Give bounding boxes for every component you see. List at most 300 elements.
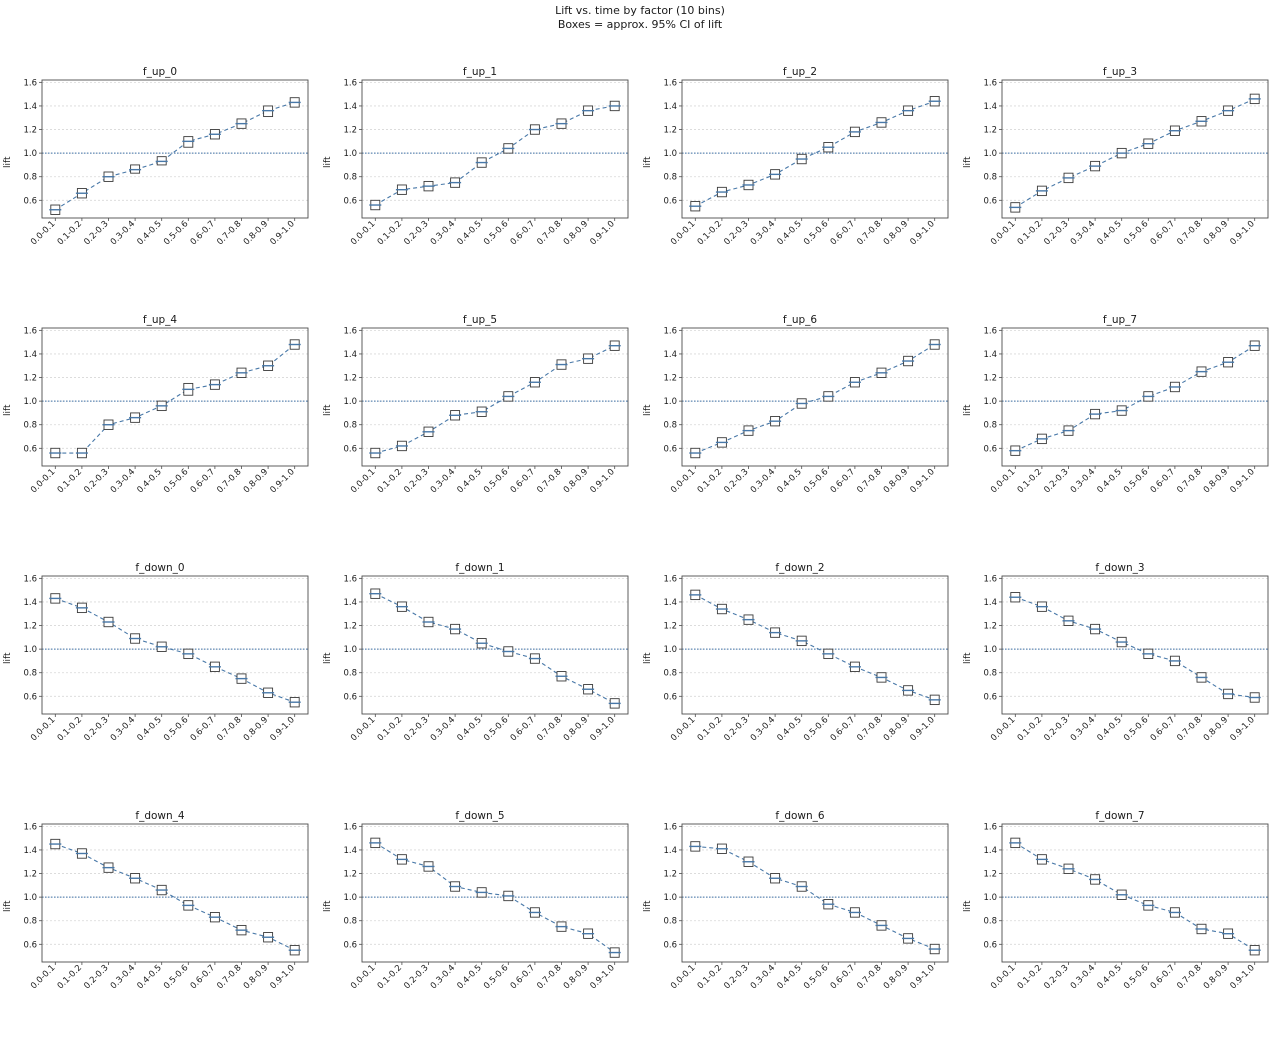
axes-frame	[682, 80, 948, 218]
y-tick-label: 1.4	[23, 349, 37, 360]
x-tick-label: 0.5-0.6	[802, 963, 831, 992]
x-tick-label: 0.5-0.6	[482, 715, 511, 744]
y-axis-label: lift	[963, 652, 973, 664]
y-tick-label: 0.8	[663, 668, 677, 679]
y-tick-label: 1.6	[663, 326, 677, 337]
y-tick-label: 1.2	[343, 373, 357, 384]
subplot-title: f_up_7	[1102, 314, 1138, 326]
x-tick-label: 0.0-0.1	[989, 467, 1018, 496]
y-tick-label: 1.2	[23, 621, 37, 632]
x-tick-label: 0.1-0.2	[695, 219, 725, 248]
y-tick-label: 1.2	[983, 869, 997, 880]
x-tick-label: 0.2-0.3	[1042, 467, 1071, 496]
y-tick-label: 0.8	[343, 420, 357, 431]
subplot-title: f_up_4	[142, 314, 178, 326]
y-axis-label: lift	[963, 404, 973, 416]
subplot-title: f_down_2	[775, 562, 825, 574]
y-tick-label: 1.6	[983, 574, 997, 585]
x-tick-label: 0.8-0.9	[561, 467, 591, 496]
x-tick-label: 0.2-0.3	[722, 715, 751, 744]
x-tick-label: 0.1-0.2	[1015, 219, 1045, 248]
axes-frame	[1002, 824, 1268, 962]
y-axis-label: lift	[3, 900, 13, 912]
x-tick-label: 0.7-0.8	[215, 219, 244, 248]
y-tick-label: 1.2	[23, 869, 37, 880]
y-tick-label: 0.8	[343, 916, 357, 927]
x-tick-label: 0.3-0.4	[108, 715, 138, 744]
y-tick-label: 0.6	[343, 444, 357, 455]
y-tick-label: 0.6	[983, 444, 997, 455]
plot-area	[320, 306, 640, 554]
y-tick-label: 1.2	[663, 621, 677, 632]
y-tick-label: 1.2	[983, 125, 997, 136]
subplot-grid	[0, 58, 1280, 1052]
x-tick-label: 0.2-0.3	[1042, 963, 1071, 992]
plot-area	[960, 554, 1280, 802]
subplot-f_down_1	[320, 554, 640, 802]
y-tick-label: 0.6	[663, 692, 677, 703]
y-tick-label: 1.0	[663, 893, 677, 904]
x-tick-label: 0.7-0.8	[1175, 963, 1204, 992]
x-tick-label: 0.4-0.5	[135, 467, 164, 496]
plot-area	[0, 554, 320, 802]
y-tick-label: 0.6	[23, 444, 37, 455]
subplot-f_up_6	[640, 306, 960, 554]
x-tick-label: 0.3-0.4	[1068, 963, 1098, 992]
subplot-title: f_down_5	[455, 810, 505, 822]
y-tick-label: 1.0	[23, 149, 37, 160]
y-tick-label: 1.4	[23, 597, 37, 608]
x-tick-label: 0.0-0.1	[989, 219, 1018, 248]
x-tick-label: 0.0-0.1	[669, 963, 698, 992]
x-tick-label: 0.3-0.4	[428, 715, 458, 744]
y-tick-label: 0.6	[663, 196, 677, 207]
y-tick-label: 1.4	[343, 349, 357, 360]
subplot-title: f_down_7	[1095, 810, 1145, 822]
x-tick-label: 0.4-0.5	[775, 715, 804, 744]
figure-suptitle	[0, 4, 1280, 32]
x-tick-label: 0.9-1.0	[588, 219, 617, 248]
x-tick-label: 0.8-0.9	[881, 467, 911, 496]
x-tick-label: 0.1-0.2	[375, 715, 405, 744]
x-tick-label: 0.3-0.4	[108, 219, 138, 248]
x-tick-label: 0.8-0.9	[1201, 963, 1231, 992]
x-tick-label: 0.9-1.0	[268, 219, 297, 248]
x-tick-label: 0.9-1.0	[268, 467, 297, 496]
y-tick-label: 1.4	[663, 349, 677, 360]
y-tick-label: 1.0	[663, 149, 677, 160]
x-tick-label: 0.5-0.6	[802, 467, 831, 496]
x-tick-label: 0.0-0.1	[349, 219, 378, 248]
subplot-f_down_3	[960, 554, 1280, 802]
y-tick-label: 1.6	[663, 78, 677, 89]
x-tick-label: 0.4-0.5	[135, 219, 164, 248]
y-tick-label: 1.4	[663, 597, 677, 608]
x-tick-label: 0.1-0.2	[375, 467, 405, 496]
x-tick-label: 0.7-0.8	[1175, 467, 1204, 496]
subplot-f_down_7	[960, 802, 1280, 1050]
x-tick-label: 0.8-0.9	[561, 715, 591, 744]
y-tick-label: 0.6	[983, 940, 997, 951]
lift-trend-line	[375, 346, 614, 453]
x-tick-label: 0.6-0.7	[1148, 219, 1178, 248]
subplot-f_up_3	[960, 58, 1280, 306]
y-tick-label: 0.8	[343, 172, 357, 183]
y-tick-label: 1.2	[23, 125, 37, 136]
x-tick-label: 0.0-0.1	[349, 467, 378, 496]
y-tick-label: 0.8	[23, 668, 37, 679]
y-axis-label: lift	[963, 900, 973, 912]
plot-area	[0, 306, 320, 554]
y-tick-label: 1.4	[983, 845, 997, 856]
y-tick-label: 0.6	[343, 940, 357, 951]
subplot-title: f_up_2	[782, 66, 818, 78]
x-tick-label: 0.7-0.8	[855, 219, 884, 248]
x-tick-label: 0.7-0.8	[535, 715, 564, 744]
x-tick-label: 0.3-0.4	[1068, 219, 1098, 248]
y-axis-label: lift	[963, 156, 973, 168]
y-tick-label: 1.6	[23, 78, 37, 89]
x-tick-label: 0.5-0.6	[1122, 715, 1151, 744]
x-tick-label: 0.5-0.6	[162, 467, 191, 496]
subplot-title: f_down_1	[455, 562, 505, 574]
plot-area	[640, 58, 960, 306]
x-tick-label: 0.8-0.9	[241, 467, 271, 496]
plot-area	[640, 802, 960, 1050]
x-tick-label: 0.1-0.2	[1015, 963, 1045, 992]
x-tick-label: 0.0-0.1	[349, 963, 378, 992]
y-tick-label: 1.2	[343, 621, 357, 632]
x-tick-label: 0.4-0.5	[1095, 219, 1124, 248]
y-tick-label: 1.0	[983, 149, 997, 160]
x-tick-label: 0.6-0.7	[188, 963, 218, 992]
subplot-f_up_4	[0, 306, 320, 554]
y-tick-label: 1.4	[983, 349, 997, 360]
lift-trend-line	[375, 594, 614, 704]
x-tick-label: 0.9-1.0	[908, 219, 937, 248]
y-axis-label: lift	[643, 404, 653, 416]
x-tick-label: 0.6-0.7	[508, 715, 538, 744]
x-tick-label: 0.1-0.2	[375, 963, 405, 992]
x-tick-label: 0.7-0.8	[535, 963, 564, 992]
y-tick-label: 1.2	[663, 869, 677, 880]
y-axis-label: lift	[3, 156, 13, 168]
x-tick-label: 0.4-0.5	[1095, 715, 1124, 744]
x-tick-label: 0.6-0.7	[828, 963, 858, 992]
x-tick-label: 0.6-0.7	[828, 219, 858, 248]
axes-frame	[362, 824, 628, 962]
x-tick-label: 0.8-0.9	[241, 219, 271, 248]
subplot-f_down_5	[320, 802, 640, 1050]
x-tick-label: 0.9-1.0	[588, 467, 617, 496]
plot-area	[640, 554, 960, 802]
x-tick-label: 0.6-0.7	[828, 467, 858, 496]
subplot-f_up_2	[640, 58, 960, 306]
subplot-title: f_down_3	[1095, 562, 1145, 574]
x-tick-label: 0.2-0.3	[82, 715, 111, 744]
y-tick-label: 1.4	[663, 101, 677, 112]
y-tick-label: 1.6	[983, 326, 997, 337]
subplot-f_up_0	[0, 58, 320, 306]
y-tick-label: 1.2	[663, 373, 677, 384]
lift-trend-line	[375, 106, 614, 205]
y-tick-label: 0.6	[23, 692, 37, 703]
plot-area	[960, 802, 1280, 1050]
plot-area	[0, 802, 320, 1050]
x-tick-label: 0.2-0.3	[402, 467, 431, 496]
x-tick-label: 0.1-0.2	[695, 715, 725, 744]
lift-trend-line	[55, 598, 294, 702]
y-tick-label: 1.0	[983, 397, 997, 408]
y-tick-label: 1.0	[343, 149, 357, 160]
x-tick-label: 0.5-0.6	[802, 715, 831, 744]
y-tick-label: 1.6	[23, 326, 37, 337]
subplot-title: f_up_3	[1102, 66, 1138, 78]
lift-trend-line	[55, 102, 294, 209]
y-tick-label: 1.0	[343, 397, 357, 408]
x-tick-label: 0.9-1.0	[268, 963, 297, 992]
x-tick-label: 0.2-0.3	[402, 963, 431, 992]
x-tick-label: 0.2-0.3	[722, 219, 751, 248]
x-tick-label: 0.0-0.1	[989, 715, 1018, 744]
plot-area	[0, 58, 320, 306]
y-tick-label: 1.0	[23, 645, 37, 656]
x-tick-label: 0.6-0.7	[1148, 715, 1178, 744]
y-tick-label: 1.6	[663, 574, 677, 585]
subplot-f_up_5	[320, 306, 640, 554]
x-tick-label: 0.0-0.1	[989, 963, 1018, 992]
y-tick-label: 1.6	[343, 822, 357, 833]
y-tick-label: 0.6	[23, 196, 37, 207]
y-tick-label: 1.6	[663, 822, 677, 833]
x-tick-label: 0.8-0.9	[561, 963, 591, 992]
y-tick-label: 1.0	[663, 397, 677, 408]
plot-area	[960, 58, 1280, 306]
x-tick-label: 0.1-0.2	[55, 219, 85, 248]
y-axis-label: lift	[3, 404, 13, 416]
x-tick-label: 0.8-0.9	[881, 963, 911, 992]
y-tick-label: 0.6	[343, 196, 357, 207]
x-tick-label: 0.3-0.4	[428, 467, 458, 496]
x-tick-label: 0.2-0.3	[402, 219, 431, 248]
x-tick-label: 0.5-0.6	[482, 467, 511, 496]
y-tick-label: 1.4	[983, 101, 997, 112]
subplot-f_up_7	[960, 306, 1280, 554]
axes-frame	[362, 80, 628, 218]
y-tick-label: 1.0	[23, 893, 37, 904]
x-tick-label: 0.7-0.8	[1175, 219, 1204, 248]
y-tick-label: 0.8	[983, 916, 997, 927]
y-tick-label: 0.8	[983, 668, 997, 679]
x-tick-label: 0.7-0.8	[535, 467, 564, 496]
y-axis-label: lift	[643, 156, 653, 168]
plot-area	[640, 306, 960, 554]
y-tick-label: 1.2	[983, 621, 997, 632]
y-tick-label: 1.0	[343, 893, 357, 904]
y-tick-label: 1.2	[343, 869, 357, 880]
subplot-title: f_up_0	[142, 66, 178, 78]
y-tick-label: 0.8	[23, 916, 37, 927]
x-tick-label: 0.1-0.2	[1015, 715, 1045, 744]
y-axis-label: lift	[643, 900, 653, 912]
lift-trend-line	[695, 846, 934, 949]
x-tick-label: 0.4-0.5	[775, 963, 804, 992]
y-tick-label: 1.6	[343, 574, 357, 585]
x-tick-label: 0.0-0.1	[669, 467, 698, 496]
x-tick-label: 0.7-0.8	[1175, 715, 1204, 744]
lift-trend-line	[55, 345, 294, 454]
x-tick-label: 0.1-0.2	[375, 219, 405, 248]
suptitle-line-1: Lift vs. time by factor (10 bins)	[555, 4, 725, 17]
lift-trend-line	[695, 101, 934, 206]
y-tick-label: 1.2	[23, 373, 37, 384]
x-tick-label: 0.1-0.2	[1015, 467, 1045, 496]
x-tick-label: 0.5-0.6	[1122, 467, 1151, 496]
x-tick-label: 0.2-0.3	[1042, 715, 1071, 744]
x-tick-label: 0.9-1.0	[908, 715, 937, 744]
x-tick-label: 0.0-0.1	[349, 715, 378, 744]
y-tick-label: 1.2	[343, 125, 357, 136]
x-tick-label: 0.8-0.9	[561, 219, 591, 248]
x-tick-label: 0.8-0.9	[881, 715, 911, 744]
y-tick-label: 1.2	[983, 373, 997, 384]
y-axis-label: lift	[323, 652, 333, 664]
y-tick-label: 1.4	[23, 845, 37, 856]
x-tick-label: 0.7-0.8	[215, 715, 244, 744]
y-tick-label: 1.6	[983, 78, 997, 89]
lift-trend-line	[695, 345, 934, 454]
y-tick-label: 1.6	[23, 574, 37, 585]
x-tick-label: 0.3-0.4	[1068, 467, 1098, 496]
y-axis-label: lift	[323, 404, 333, 416]
y-tick-label: 1.4	[343, 597, 357, 608]
x-tick-label: 0.6-0.7	[1148, 467, 1178, 496]
x-tick-label: 0.6-0.7	[828, 715, 858, 744]
y-tick-label: 0.8	[343, 668, 357, 679]
x-tick-label: 0.6-0.7	[508, 219, 538, 248]
y-tick-label: 0.8	[23, 420, 37, 431]
y-tick-label: 1.4	[23, 101, 37, 112]
suptitle-line-2: Boxes = approx. 95% CI of lift	[557, 18, 723, 31]
x-tick-label: 0.9-1.0	[268, 715, 297, 744]
y-tick-label: 1.0	[343, 645, 357, 656]
y-tick-label: 0.8	[663, 420, 677, 431]
axes-frame	[1002, 328, 1268, 466]
subplot-title: f_down_6	[775, 810, 825, 822]
axes-frame	[1002, 80, 1268, 218]
y-tick-label: 0.6	[343, 692, 357, 703]
subplot-f_down_6	[640, 802, 960, 1050]
x-tick-label: 0.9-1.0	[1228, 219, 1257, 248]
x-tick-label: 0.0-0.1	[29, 963, 58, 992]
x-tick-label: 0.3-0.4	[748, 963, 778, 992]
subplot-f_down_0	[0, 554, 320, 802]
x-tick-label: 0.4-0.5	[455, 467, 484, 496]
x-tick-label: 0.5-0.6	[162, 219, 191, 248]
x-tick-label: 0.0-0.1	[29, 219, 58, 248]
y-tick-label: 0.8	[663, 172, 677, 183]
x-tick-label: 0.4-0.5	[775, 467, 804, 496]
x-tick-label: 0.5-0.6	[162, 715, 191, 744]
y-tick-label: 1.0	[983, 893, 997, 904]
x-tick-label: 0.4-0.5	[135, 715, 164, 744]
y-tick-label: 0.6	[983, 196, 997, 207]
x-tick-label: 0.9-1.0	[1228, 467, 1257, 496]
y-tick-label: 1.4	[983, 597, 997, 608]
x-tick-label: 0.6-0.7	[188, 467, 218, 496]
x-tick-label: 0.5-0.6	[1122, 963, 1151, 992]
x-tick-label: 0.6-0.7	[1148, 963, 1178, 992]
axes-frame	[42, 328, 308, 466]
x-tick-label: 0.8-0.9	[1201, 219, 1231, 248]
subplot-title: f_down_4	[135, 810, 185, 822]
plot-area	[320, 58, 640, 306]
y-axis-label: lift	[323, 156, 333, 168]
x-tick-label: 0.8-0.9	[881, 219, 911, 248]
x-tick-label: 0.4-0.5	[775, 219, 804, 248]
y-tick-label: 0.6	[663, 940, 677, 951]
x-tick-label: 0.0-0.1	[669, 715, 698, 744]
x-tick-label: 0.4-0.5	[1095, 467, 1124, 496]
plot-area	[320, 802, 640, 1050]
x-tick-label: 0.1-0.2	[695, 963, 725, 992]
lift-trend-line	[1015, 843, 1254, 950]
y-tick-label: 0.6	[663, 444, 677, 455]
x-tick-label: 0.9-1.0	[588, 963, 617, 992]
subplot-f_down_4	[0, 802, 320, 1050]
x-tick-label: 0.6-0.7	[188, 715, 218, 744]
x-tick-label: 0.9-1.0	[908, 467, 937, 496]
x-tick-label: 0.3-0.4	[428, 963, 458, 992]
y-tick-label: 1.2	[663, 125, 677, 136]
x-tick-label: 0.3-0.4	[108, 467, 138, 496]
x-tick-label: 0.2-0.3	[722, 467, 751, 496]
x-tick-label: 0.1-0.2	[55, 715, 85, 744]
y-axis-label: lift	[323, 900, 333, 912]
x-tick-label: 0.9-1.0	[908, 963, 937, 992]
x-tick-label: 0.3-0.4	[748, 467, 778, 496]
x-tick-label: 0.9-1.0	[1228, 963, 1257, 992]
x-tick-label: 0.9-1.0	[588, 715, 617, 744]
x-tick-label: 0.1-0.2	[695, 467, 725, 496]
y-tick-label: 0.8	[983, 172, 997, 183]
y-tick-label: 0.6	[983, 692, 997, 703]
subplot-title: f_up_5	[462, 314, 498, 326]
plot-area	[960, 306, 1280, 554]
y-axis-label: lift	[643, 652, 653, 664]
x-tick-label: 0.2-0.3	[722, 963, 751, 992]
x-tick-label: 0.4-0.5	[455, 963, 484, 992]
x-tick-label: 0.5-0.6	[1122, 219, 1151, 248]
x-tick-label: 0.3-0.4	[428, 219, 458, 248]
y-tick-label: 0.6	[23, 940, 37, 951]
lift-trend-line	[375, 843, 614, 953]
x-tick-label: 0.7-0.8	[855, 715, 884, 744]
x-tick-label: 0.4-0.5	[1095, 963, 1124, 992]
x-tick-label: 0.2-0.3	[1042, 219, 1071, 248]
x-tick-label: 0.0-0.1	[29, 715, 58, 744]
y-tick-label: 0.8	[663, 916, 677, 927]
x-tick-label: 0.7-0.8	[215, 963, 244, 992]
x-tick-label: 0.8-0.9	[241, 963, 271, 992]
lift-trend-line	[695, 595, 934, 700]
x-tick-label: 0.3-0.4	[108, 963, 138, 992]
y-tick-label: 1.0	[23, 397, 37, 408]
x-tick-label: 0.2-0.3	[82, 467, 111, 496]
x-tick-label: 0.9-1.0	[1228, 715, 1257, 744]
x-tick-label: 0.4-0.5	[135, 963, 164, 992]
y-tick-label: 1.6	[343, 78, 357, 89]
